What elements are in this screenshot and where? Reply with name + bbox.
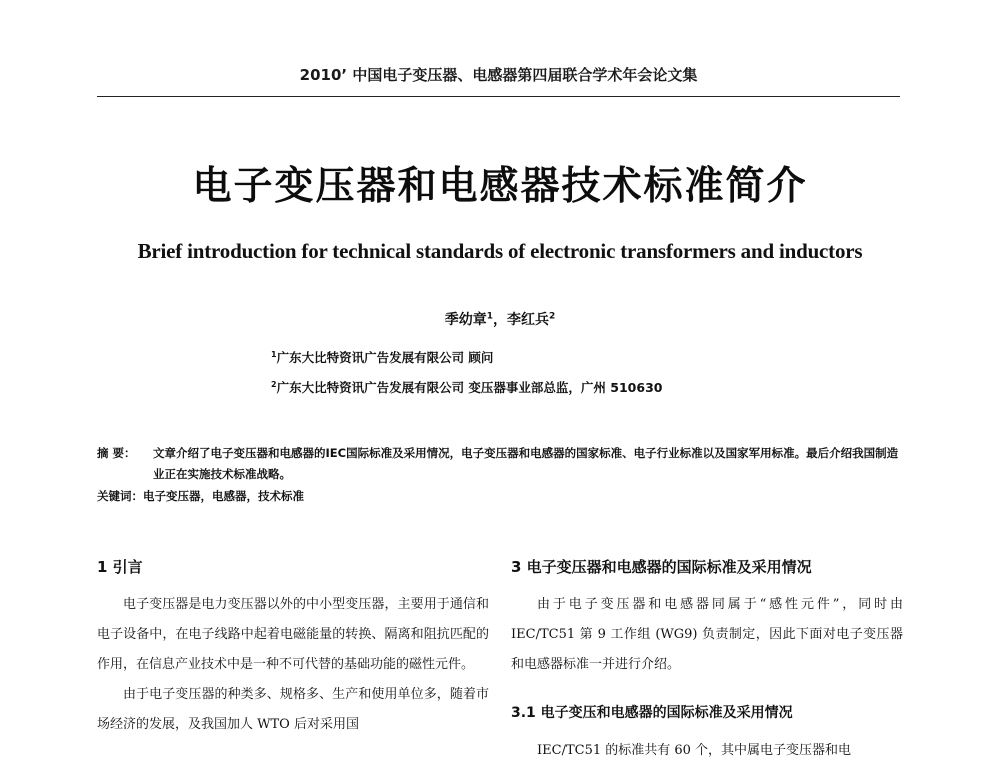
paper-title-english: Brief introduction for technical standards of electronic transformers and inductors <box>137 239 863 263</box>
section-1-heading: 1 引言 <box>97 558 143 576</box>
right-column-body-1 <box>511 590 903 680</box>
left-paragraph-1: 电子变压器是电力变压器以外的中小型变压器，主要用于通信和电子设备中，在电子线路中起着电磁能量的转换、隔离和阻抗匹配的作用，在信息产业技术中是一种不可代替的基础功能的磁性元件。 <box>97 597 489 672</box>
running-head: 2010’ 中国电子变压器、电感器第四届联合学术年会论文集 <box>299 66 698 84</box>
right-paragraph-2: IEC/TC51 的标准共有 60 个，其中属电子变压器和电 <box>537 743 852 758</box>
subsection-3-1-heading: 3.1 电子变压和电感器的国际标准及采用情况 <box>511 705 793 721</box>
author-1-sup: 1 <box>486 311 493 322</box>
paper-title: 电子变压器和电感器技术标准简介 <box>192 164 808 209</box>
affiliation-2-sup: 2 <box>271 379 277 389</box>
keywords-row <box>97 488 304 504</box>
affiliation-1-sup: 1 <box>271 349 277 359</box>
affiliation-1-text: 广东大比特资讯广告发展有限公司 顾问 <box>276 350 494 365</box>
keywords-text: 电子变压器，电感器，技术标准 <box>143 489 304 503</box>
header-rule <box>97 96 900 97</box>
right-column-body-2 <box>511 736 903 766</box>
abstract-label: 摘 要： <box>97 446 136 460</box>
author-2-sup: 2 <box>549 311 556 322</box>
author-separator: ， <box>493 312 507 328</box>
section-3-heading: 3 电子变压器和电感器的国际标准及采用情况 <box>511 558 812 576</box>
keywords-label: 关键词： <box>97 489 143 503</box>
author-2-name: 李红兵 <box>507 312 549 328</box>
affiliation-2-text: 广东大比特资讯广告发展有限公司 变压器事业部总监，广州 510630 <box>276 380 663 395</box>
affiliation-2 <box>271 378 662 396</box>
author-1-name: 季幼章 <box>444 312 487 328</box>
abstract-row <box>97 443 900 485</box>
affiliation-1 <box>271 348 493 366</box>
abstract-block <box>97 443 900 485</box>
right-paragraph-1: 由于电子变压器和电感器同属于“感性元件”，同时由 IEC/TC51 第 9 工作组 (WG9) 负责制定，因此下面对电子变压器和电感器标准一并进行介绍。 <box>511 597 903 672</box>
author-line <box>0 309 1000 329</box>
left-paragraph-2: 由于电子变压器的种类多、规格多、生产和使用单位多，随着市场经济的发展，及我国加人 WTO 后对采用国 <box>97 687 489 732</box>
abstract-text: 文章介绍了电子变压器和电感器的IEC国际标准及采用情况，电子变压器和电感器的国家标准、电子行业标准以及国家军用标准。最后介绍我国制造业正在实施技术标准战略。 <box>153 446 899 481</box>
left-column-body <box>97 590 489 740</box>
